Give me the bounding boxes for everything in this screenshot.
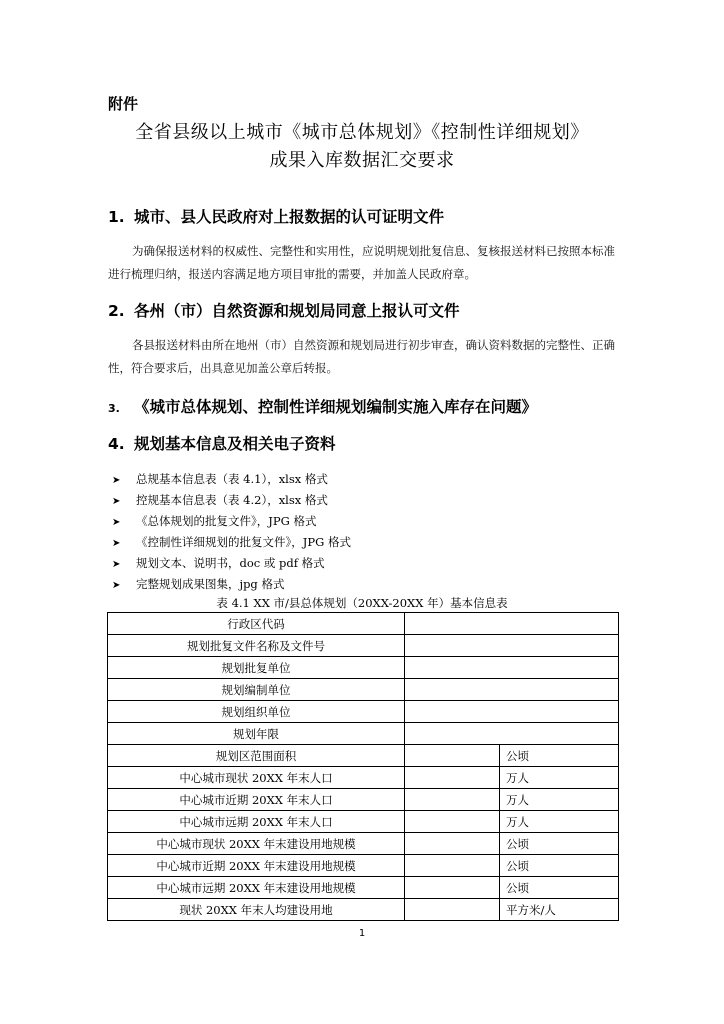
table-cell-label: 规划批复单位 bbox=[108, 657, 405, 679]
table-row bbox=[108, 811, 619, 833]
document-title-line2: 成果入库数据汇交要求 bbox=[269, 150, 455, 171]
table-cell-value bbox=[405, 877, 500, 899]
section-heading-text: 《城市总体规划、控制性详细规划编制实施入库存在问题》 bbox=[134, 398, 538, 416]
table-cell-label: 规划批复文件名称及文件号 bbox=[108, 635, 405, 657]
materials-list bbox=[112, 469, 351, 595]
section-heading-text: 各州（市）自然资源和规划局同意上报认可文件 bbox=[134, 302, 460, 320]
table-cell-unit: 公顷 bbox=[500, 855, 619, 877]
section-heading-2 bbox=[108, 299, 460, 321]
table-row bbox=[108, 833, 619, 855]
table-row bbox=[108, 679, 619, 701]
table-cell-label: 中心城市远期 20XX 年末建设用地规模 bbox=[108, 877, 405, 899]
table-row bbox=[108, 723, 619, 745]
plan-info-table bbox=[107, 612, 619, 921]
table-cell-unit: 公顷 bbox=[500, 877, 619, 899]
arrow-bullet-icon: ➤ bbox=[112, 517, 121, 528]
table-cell-value bbox=[405, 767, 500, 789]
list-item-text: 完整规划成果图集，jpg 格式 bbox=[136, 577, 285, 591]
table-cell-unit: 万人 bbox=[500, 789, 619, 811]
table-row bbox=[108, 767, 619, 789]
table-cell-value bbox=[405, 811, 500, 833]
table-cell-label: 规划组织单位 bbox=[108, 701, 405, 723]
table-row bbox=[108, 855, 619, 877]
section-number: 4. bbox=[108, 435, 125, 453]
section-number: 2. bbox=[108, 302, 125, 320]
table-cell-value bbox=[405, 635, 619, 657]
list-item bbox=[112, 553, 351, 574]
table-cell-label: 行政区代码 bbox=[108, 613, 405, 635]
table-cell-label: 规划编制单位 bbox=[108, 679, 405, 701]
table-row bbox=[108, 613, 619, 635]
table-cell-label: 中心城市近期 20XX 年末建设用地规模 bbox=[108, 855, 405, 877]
table-caption: 表 4.1 XX 市/县总体规划（20XX-20XX 年）基本信息表 bbox=[216, 596, 508, 610]
paragraph-1: 为确保报送材料的权威性、完整性和实用性，应说明规划批复信息、复核报送材料已按照本标准进行梳理归纳，报送内容满足地方项目审批的需要，并加盖人民政府章。 bbox=[108, 244, 615, 281]
table-cell-value bbox=[405, 855, 500, 877]
list-item bbox=[112, 574, 351, 595]
table-row bbox=[108, 745, 619, 767]
table-cell-label: 中心城市现状 20XX 年末建设用地规模 bbox=[108, 833, 405, 855]
section-heading-1 bbox=[108, 205, 444, 227]
list-item bbox=[112, 490, 351, 511]
table-cell-unit: 平方米/人 bbox=[500, 899, 619, 921]
list-item-text: 《控制性详细规划的批复文件》，JPG 格式 bbox=[136, 535, 351, 549]
table-cell-unit: 万人 bbox=[500, 811, 619, 833]
table-row bbox=[108, 635, 619, 657]
table-row bbox=[108, 899, 619, 921]
section-number: 3. bbox=[108, 402, 120, 415]
table-cell-value bbox=[405, 613, 619, 635]
list-item bbox=[112, 511, 351, 532]
arrow-bullet-icon: ➤ bbox=[112, 475, 121, 486]
table-cell-label: 现状 20XX 年末人均建设用地 bbox=[108, 899, 405, 921]
section-number: 1. bbox=[108, 208, 125, 226]
list-item-text: 控规基本信息表（表 4.2），xlsx 格式 bbox=[136, 493, 328, 507]
table-row bbox=[108, 701, 619, 723]
document-title-line1: 全省县级以上城市《城市总体规划》《控制性详细规划》 bbox=[135, 122, 589, 143]
list-item-text: 规划文本、说明书，doc 或 pdf 格式 bbox=[136, 556, 325, 570]
table-cell-value bbox=[405, 745, 500, 767]
list-item-text: 《总体规划的批复文件》，JPG 格式 bbox=[136, 514, 317, 528]
table-cell-unit: 公顷 bbox=[500, 745, 619, 767]
table-cell-label: 中心城市远期 20XX 年末人口 bbox=[108, 811, 405, 833]
table-row bbox=[108, 789, 619, 811]
table-cell-value bbox=[405, 657, 619, 679]
table-cell-value bbox=[405, 701, 619, 723]
table-cell-value bbox=[405, 679, 619, 701]
table-cell-value bbox=[405, 899, 500, 921]
arrow-bullet-icon: ➤ bbox=[112, 580, 121, 591]
attachment-label: 附件 bbox=[108, 95, 139, 113]
section-heading-text: 规划基本信息及相关电子资料 bbox=[134, 435, 336, 453]
page-number: 1 bbox=[358, 928, 366, 939]
section-heading-4 bbox=[108, 432, 336, 454]
table-cell-unit: 公顷 bbox=[500, 833, 619, 855]
table-cell-value bbox=[405, 833, 500, 855]
table-cell-label: 规划年限 bbox=[108, 723, 405, 745]
paragraph-2: 各县报送材料由所在地州（市）自然资源和规划局进行初步审查，确认资料数据的完整性、正确性，符合要求后，出具意见加盖公章后转报。 bbox=[108, 338, 615, 375]
list-item bbox=[112, 469, 351, 490]
table-row bbox=[108, 657, 619, 679]
section-heading-text: 城市、县人民政府对上报数据的认可证明文件 bbox=[134, 208, 445, 226]
section-heading-3 bbox=[108, 395, 537, 417]
table-cell-value bbox=[405, 789, 500, 811]
list-item bbox=[112, 532, 351, 553]
table-row bbox=[108, 877, 619, 899]
table-cell-value bbox=[405, 723, 619, 745]
arrow-bullet-icon: ➤ bbox=[112, 538, 121, 549]
arrow-bullet-icon: ➤ bbox=[112, 559, 121, 570]
table-cell-label: 中心城市近期 20XX 年末人口 bbox=[108, 789, 405, 811]
table-cell-unit: 万人 bbox=[500, 767, 619, 789]
table-cell-label: 中心城市现状 20XX 年末人口 bbox=[108, 767, 405, 789]
arrow-bullet-icon: ➤ bbox=[112, 496, 121, 507]
table-cell-label: 规划区范围面积 bbox=[108, 745, 405, 767]
list-item-text: 总规基本信息表（表 4.1），xlsx 格式 bbox=[136, 472, 328, 486]
